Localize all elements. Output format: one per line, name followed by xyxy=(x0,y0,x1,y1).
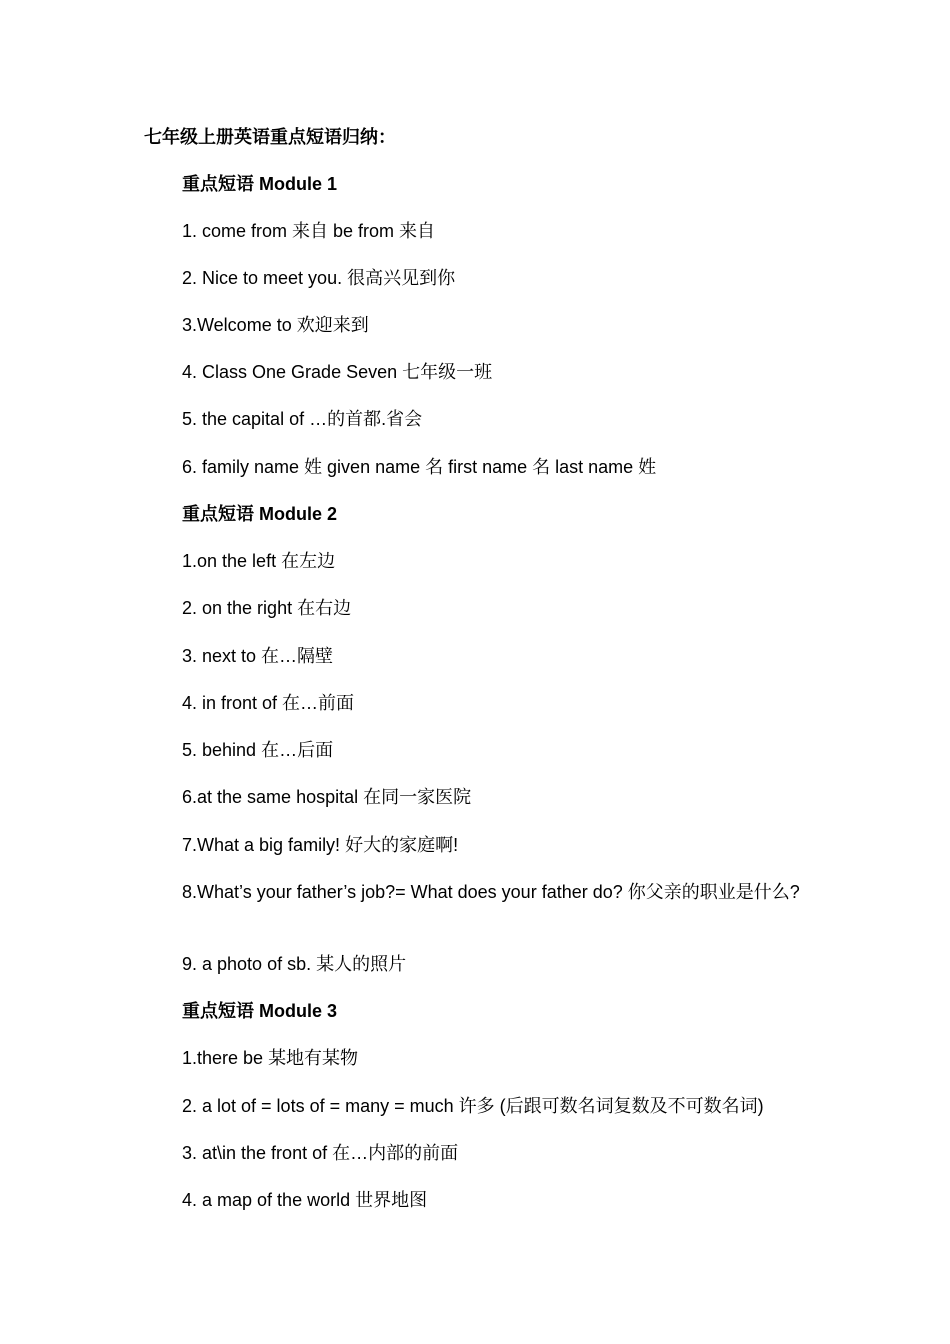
phrase-line: 4. in front of 在…前面 xyxy=(182,693,355,713)
phrase-line: 1. come from 来自 be from 来自 xyxy=(182,221,436,241)
section-heading-module-1: 重点短语 Module 1 xyxy=(182,174,338,194)
phrase-line: 5. the capital of …的首都.省会 xyxy=(182,409,423,429)
phrase-line-wrapped: 8.What’s your father’s job?= What does your father do? 你父亲的职业是什么? xyxy=(182,882,800,902)
phrase-line: 4. a map of the world 世界地图 xyxy=(182,1190,428,1210)
phrase-line: 2. on the right 在右边 xyxy=(182,598,352,618)
phrase-line: 3.Welcome to 欢迎来到 xyxy=(182,315,369,335)
phrase-line: 9. a photo of sb. 某人的照片 xyxy=(182,954,407,974)
phrase-line: 3. next to 在…隔壁 xyxy=(182,646,334,666)
phrase-line: 6.at the same hospital 在同一家医院 xyxy=(182,787,472,807)
phrase-line: 2. a lot of = lots of = many = much 许多 (后跟可数名词复数及不可数名词) xyxy=(182,1096,764,1116)
section-heading-module-2: 重点短语 Module 2 xyxy=(182,504,338,524)
phrase-line: 3. at\in the front of 在…内部的前面 xyxy=(182,1143,459,1163)
section-heading-module-3: 重点短语 Module 3 xyxy=(182,1001,338,1021)
phrase-line: 7.What a big family! 好大的家庭啊! xyxy=(182,835,459,855)
phrase-line: 5. behind 在…后面 xyxy=(182,740,334,760)
phrase-line: 2. Nice to meet you. 很高兴见到你 xyxy=(182,268,456,288)
phrase-line: 4. Class One Grade Seven 七年级一班 xyxy=(182,362,493,382)
document-title: 七年级上册英语重点短语归纳： xyxy=(144,127,396,147)
phrase-line: 1.on the left 在左边 xyxy=(182,551,336,571)
phrase-line: 1.there be 某地有某物 xyxy=(182,1048,359,1068)
phrase-line: 6. family name 姓 given name 名 first name 名 last name 姓 xyxy=(182,457,657,477)
